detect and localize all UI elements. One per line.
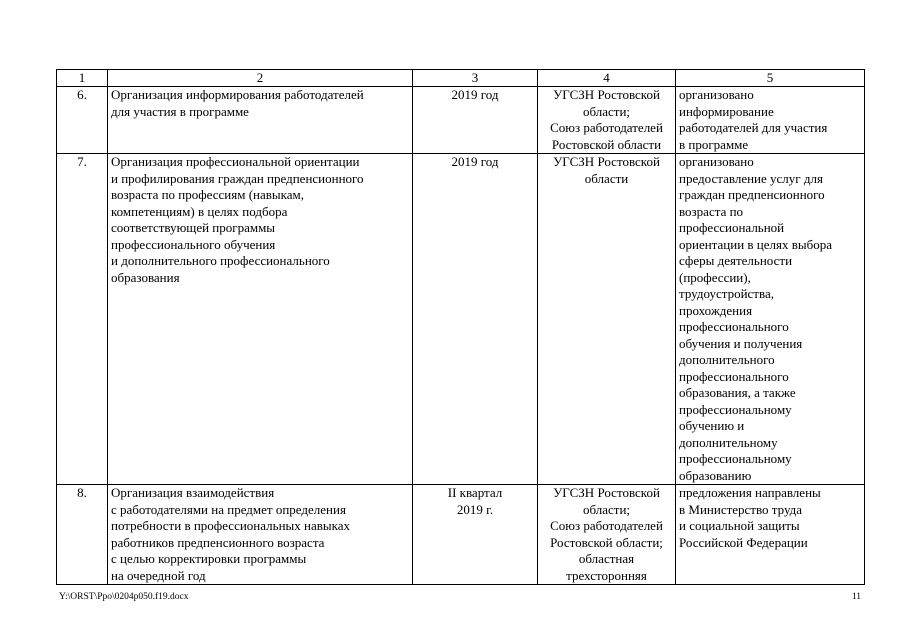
header-cell-2: 2 [108, 70, 413, 87]
row-number: 6. [57, 87, 108, 154]
deadline-cell: 2019 год [413, 87, 538, 154]
result-cell: организовано информирование работодателей для участия в программе [676, 87, 865, 154]
footer-page-number: 11 [851, 592, 861, 602]
table-header-row [57, 70, 865, 87]
table-row [57, 485, 865, 585]
deadline-cell: II квартал 2019 г. [413, 485, 538, 585]
header-cell-5: 5 [676, 70, 865, 87]
program-measures-table [56, 69, 865, 585]
header-cell-1: 1 [57, 70, 108, 87]
header-cell-4: 4 [538, 70, 676, 87]
executor-cell: УГСЗН Ростовской области [538, 154, 676, 485]
row-number: 8. [57, 485, 108, 585]
result-cell: организовано предоставление услуг для граждан предпенсионного возраста по профессиональной ориентации в целях выбора сферы деятельности (профессии), трудоустройства, прохождения профессионального обучения и получения дополнительного профессионального образования, а также профессиональному обучению и дополнительному профессиональному образованию [676, 154, 865, 485]
result-cell: предложения направлены в Министерство труда и социальной защиты Российской Федерации [676, 485, 865, 585]
executor-cell: УГСЗН Ростовской области; Союз работодателей Ростовской области; областная трехсторонняя [538, 485, 676, 585]
event-cell: Организация взаимодействия с работодателями на предмет определения потребности в профессиональных навыках работников предпенсионного возраста с целью корректировки программы на очередной год [108, 485, 413, 585]
row-number: 7. [57, 154, 108, 485]
table-row [57, 87, 865, 154]
event-cell: Организация профессиональной ориентации и профилирования граждан предпенсионного возраста по профессиям (навыкам, компетенциям) в целях подбора соответствующей программы профессионального обучения и дополнительного профессионального образования [108, 154, 413, 485]
executor-cell: УГСЗН Ростовской области; Союз работодателей Ростовской области [538, 87, 676, 154]
deadline-cell: 2019 год [413, 154, 538, 485]
table-row [57, 154, 865, 485]
event-cell: Организация информирования работодателей для участия в программе [108, 87, 413, 154]
footer-file-path: Y:\ORST\Ppo\0204p050.f19.docx [59, 592, 189, 602]
header-cell-3: 3 [413, 70, 538, 87]
